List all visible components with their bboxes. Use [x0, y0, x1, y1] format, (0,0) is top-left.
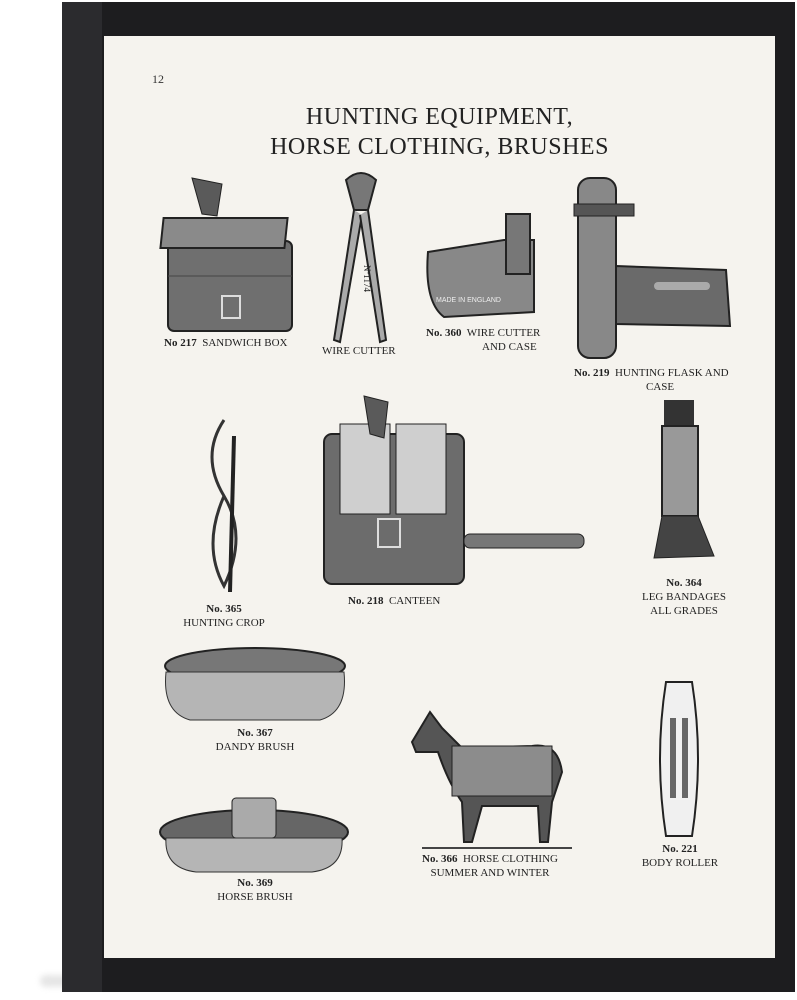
caption-no: No. 369	[237, 877, 273, 889]
horse-brush-icon	[156, 792, 352, 876]
caption-wire-cutter-case	[426, 326, 540, 354]
caption-name: DANDY BRUSH	[215, 741, 295, 753]
case-engraving: MADE IN ENGLAND	[436, 297, 501, 304]
canteen-icon	[318, 394, 588, 594]
caption-leg-bandages	[634, 576, 734, 618]
caption-no: No. 365	[206, 603, 242, 615]
caption-body-roller	[630, 842, 730, 870]
caption-no: No. 221	[662, 843, 698, 855]
hunting-flask-icon	[570, 174, 740, 364]
caption-no: No. 364	[666, 577, 702, 589]
hunting-crop-icon	[194, 416, 254, 596]
caption-name2: AND CASE	[482, 341, 537, 353]
caption-name: CANTEEN	[388, 595, 441, 607]
caption-name: LEG BANDAGES	[641, 591, 727, 603]
horse-clothing-icon	[402, 702, 572, 852]
caption-horse-brush	[200, 876, 310, 904]
caption-no: No. 360	[426, 327, 462, 339]
caption-dandy-brush	[200, 726, 310, 754]
wire-cutter-case-icon	[424, 212, 544, 322]
caption-no: No. 366	[422, 853, 458, 865]
caption-no: No. 367	[237, 727, 273, 739]
wire-cutter-engraving: Nº1174	[362, 265, 372, 292]
page-title-line2: HORSE CLOTHING, BRUSHES	[270, 134, 609, 160]
caption-name: WIRE CUTTER	[466, 327, 541, 339]
page-title-line1: HUNTING EQUIPMENT,	[305, 104, 574, 130]
caption-wire-cutter	[322, 344, 396, 358]
picture-frame-side	[62, 2, 102, 992]
caption-name: HUNTING FLASK AND	[614, 367, 729, 379]
caption-name: WIRE CUTTER	[322, 345, 396, 357]
caption-horse-clothing	[410, 852, 570, 880]
caption-no: No. 218	[348, 595, 384, 607]
catalog-page	[104, 36, 775, 958]
caption-name: HORSE CLOTHING	[462, 853, 558, 865]
wire-cutter-icon	[326, 170, 396, 350]
leg-bandage-icon	[648, 396, 718, 566]
page-number: 12	[152, 72, 164, 86]
caption-name: HUNTING CROP	[183, 617, 265, 629]
caption-name: HORSE BRUSH	[217, 891, 293, 903]
caption-name2: ALL GRADES	[650, 605, 718, 617]
caption-no: No. 219	[574, 367, 610, 379]
caption-name: SANDWICH BOX	[202, 337, 288, 349]
caption-hunting-crop	[174, 602, 274, 630]
caption-hunting-flask	[574, 366, 729, 394]
caption-name2: SUMMER AND WINTER	[430, 867, 550, 879]
caption-name: BODY ROLLER	[641, 857, 719, 869]
body-roller-icon	[652, 678, 706, 840]
dandy-brush-icon	[160, 642, 350, 724]
caption-sandwich-box	[164, 336, 287, 350]
caption-no: No 217	[164, 337, 197, 349]
caption-name2: CASE	[646, 381, 675, 393]
sandwich-box-icon	[162, 176, 302, 336]
caption-canteen	[348, 594, 440, 608]
